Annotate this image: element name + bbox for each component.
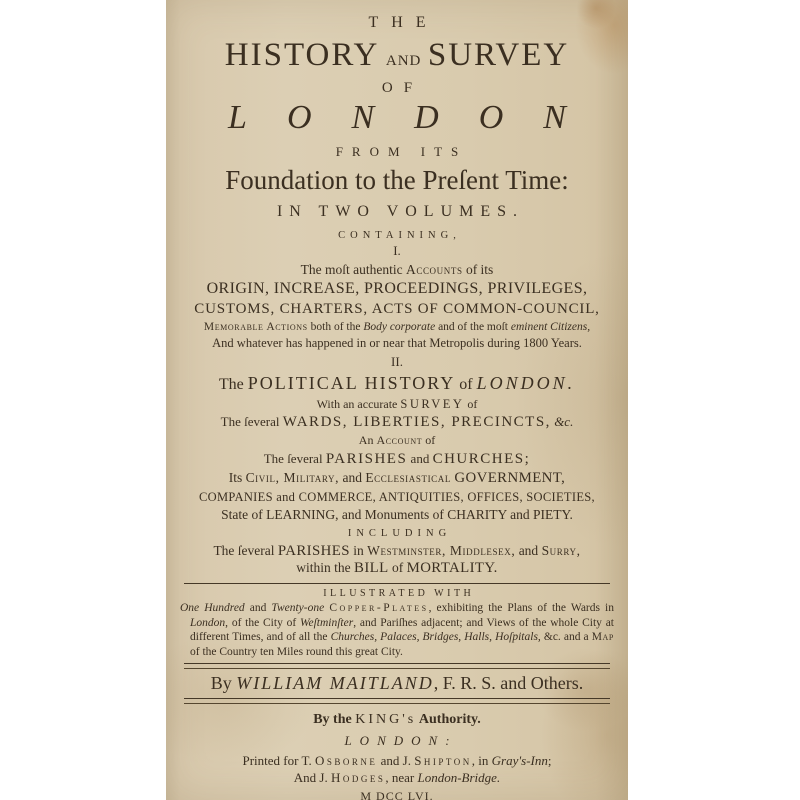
- westminster-segment-4: and: [515, 542, 542, 558]
- memorable-segment-3: and of the moſt: [435, 320, 511, 333]
- printer-2: [180, 771, 614, 786]
- byline-segment-0: By: [210, 673, 237, 694]
- political: [180, 373, 614, 394]
- learning: State of LEARNING, and Monuments of CHARITY and PIETY.: [221, 506, 573, 522]
- wards-segment-1: WARDS, LIBERTIES, PRECINCTS,: [282, 414, 551, 431]
- printer-1-segment-4: , in: [471, 752, 492, 768]
- including: INCLUDING: [347, 528, 452, 540]
- copperplates-paragraph-segment-1: and: [244, 602, 272, 615]
- book-page: [166, 0, 628, 800]
- london-imprint: LONDON:: [344, 733, 458, 749]
- title-page-content: [166, 0, 628, 800]
- printer-2-segment-1: Hodges: [330, 770, 386, 786]
- accounts: [180, 262, 614, 277]
- authority-segment-0: By the: [313, 712, 356, 728]
- copperplates-paragraph-segment-6: London: [190, 616, 226, 629]
- title-history-survey-segment-2: SURVEY: [427, 36, 570, 73]
- survey-of: [180, 397, 614, 411]
- copperplates-paragraph-segment-2: Twenty-one: [271, 602, 325, 615]
- copperplates-paragraph-segment-8: Weſtminſter: [299, 616, 354, 629]
- mortality-segment-1: BILL: [354, 560, 389, 577]
- memorable-segment-0: Memorable Actions: [203, 320, 308, 333]
- memorable-segment-2: Body corporate: [363, 320, 436, 333]
- printer-1-segment-2: and J.: [377, 752, 415, 768]
- numeral-2: II.: [391, 354, 403, 370]
- title-of: OF: [381, 79, 424, 96]
- origin: ORIGIN, INCREASE, PROCEEDINGS, PRIVILEGES,: [206, 279, 588, 297]
- survey-of-segment-0: With an accurate: [316, 396, 401, 411]
- copperplates-paragraph-segment-12: Map: [591, 631, 614, 644]
- copperplates-paragraph-segment-10: Churches, Palaces, Bridges, Halls, Hoſpitals,: [330, 631, 541, 644]
- accounts-segment-0: The moſt authentic: [300, 261, 406, 277]
- printer-1: [180, 754, 614, 769]
- government-segment-1: Civil, Military,: [245, 470, 340, 486]
- copperplates-paragraph-segment-4: Copper-Plates: [329, 602, 429, 615]
- copperplates-paragraph-segment-11: &c. and a: [540, 631, 592, 644]
- government-segment-5: GOVERNMENT,: [454, 470, 566, 487]
- containing: CONTAINING,: [338, 230, 461, 242]
- wards-segment-3: &c.: [554, 414, 574, 430]
- printer-1-segment-1: Osborne: [314, 752, 378, 768]
- mortality-segment-0: within the: [296, 560, 355, 576]
- rule-2: [184, 663, 610, 669]
- government-segment-3: Ecclesiastical: [365, 470, 451, 486]
- mortality-segment-2: of: [388, 560, 407, 576]
- parishes-churches-segment-0: The ſeveral: [263, 450, 326, 466]
- memorable-segment-4: eminent Citizens,: [510, 320, 591, 333]
- government-segment-2: and: [339, 470, 366, 486]
- title-history-survey: [180, 37, 614, 74]
- account-of: [180, 434, 614, 447]
- westminster-segment-3: Westminster, Middlesex,: [367, 542, 516, 558]
- rule-3: [184, 698, 610, 704]
- copperplates-paragraph-segment-7: , of the City of: [225, 616, 300, 629]
- mortality: [180, 560, 614, 577]
- copperplates-paragraph-segment-5: , exhibiting the Plans of the Wards in: [428, 602, 614, 615]
- from-its: FROM ITS: [335, 143, 468, 159]
- government-segment-0: Its: [228, 470, 246, 486]
- printer-2-segment-0: And J.: [293, 770, 331, 786]
- companies: COMPANIES and COMMERCE, ANTIQUITIES, OFFICES, SOCIETIES,: [199, 489, 595, 504]
- printer-2-segment-3: London-Bridge.: [417, 770, 501, 786]
- political-segment-1: POLITICAL HISTORY: [247, 372, 456, 393]
- date: M DCC LVI.: [360, 788, 434, 800]
- memorable: [180, 321, 614, 334]
- authority-segment-1: KING's: [355, 712, 417, 728]
- account-of-segment-1: Account: [376, 433, 423, 448]
- parishes-churches: [180, 451, 614, 468]
- copperplates-paragraph: [180, 601, 614, 659]
- whatever: And whatever has happened in or near that Metropolis during 1800 Years.: [212, 336, 582, 351]
- copperplates-paragraph-segment-9: , and Pariſhes adjacent; and Views of the whole City at different Times, and of all the: [190, 616, 614, 644]
- westminster: [180, 543, 614, 560]
- numeral-1: I.: [393, 243, 401, 259]
- half-title-the: THE: [368, 14, 439, 31]
- memorable-segment-1: both of the: [307, 320, 364, 333]
- westminster-segment-0: The ſeveral: [213, 542, 278, 558]
- westminster-segment-2: in: [349, 542, 368, 558]
- printer-2-segment-2: , near: [385, 770, 418, 786]
- byline-segment-2: , F. R. S. and Others.: [433, 673, 584, 694]
- political-segment-0: The: [218, 375, 248, 393]
- account-of-segment-0: An: [358, 433, 377, 448]
- wards-segment-0: The ſeveral: [220, 414, 283, 430]
- customs: CUSTOMS, CHARTERS, ACTS OF COMMON-COUNCIL,: [194, 300, 600, 317]
- government: [180, 470, 614, 487]
- byline-segment-1: WILLIAM MAITLAND: [236, 673, 434, 694]
- copperplates-paragraph-segment-13: of the Country ten Miles round this great City.: [190, 645, 403, 658]
- parishes-churches-segment-2: and: [407, 450, 433, 466]
- printer-1-segment-0: Printed for T.: [242, 752, 315, 768]
- title-history-survey-segment-1: and: [379, 44, 428, 70]
- volumes: IN TWO VOLUMES.: [276, 202, 525, 220]
- printer-1-segment-6: ;: [547, 752, 552, 768]
- foundation: Foundation to the Preſent Time:: [225, 165, 569, 196]
- survey-of-segment-2: of: [464, 396, 478, 411]
- authority-segment-2: Authority.: [416, 712, 481, 728]
- political-segment-2: of: [455, 375, 477, 393]
- printer-1-segment-3: Shipton: [414, 752, 472, 768]
- parishes-churches-segment-3: CHURCHES;: [432, 450, 531, 467]
- accounts-segment-2: of its: [462, 261, 494, 277]
- wards: [180, 414, 614, 431]
- byline: [180, 673, 614, 693]
- parishes-churches-segment-1: PARISHES: [325, 450, 408, 467]
- title-london: LONDON: [228, 98, 606, 136]
- illustrated: ILLUSTRATED WITH: [323, 588, 475, 600]
- copperplates-paragraph-segment-0: One Hundred: [180, 602, 245, 615]
- title-history-survey-segment-0: HISTORY: [224, 36, 380, 73]
- westminster-segment-5: Surry,: [541, 542, 581, 558]
- accounts-segment-1: Accounts: [406, 261, 463, 277]
- printer-1-segment-5: Gray's-Inn: [491, 752, 548, 768]
- authority: [180, 712, 614, 728]
- mortality-segment-3: MORTALITY.: [406, 560, 498, 577]
- account-of-segment-2: of: [422, 433, 436, 448]
- westminster-segment-1: PARISHES: [277, 542, 350, 559]
- survey-of-segment-1: SURVEY: [400, 396, 465, 411]
- political-segment-3: LONDON.: [476, 372, 576, 393]
- rule-1: [184, 583, 610, 584]
